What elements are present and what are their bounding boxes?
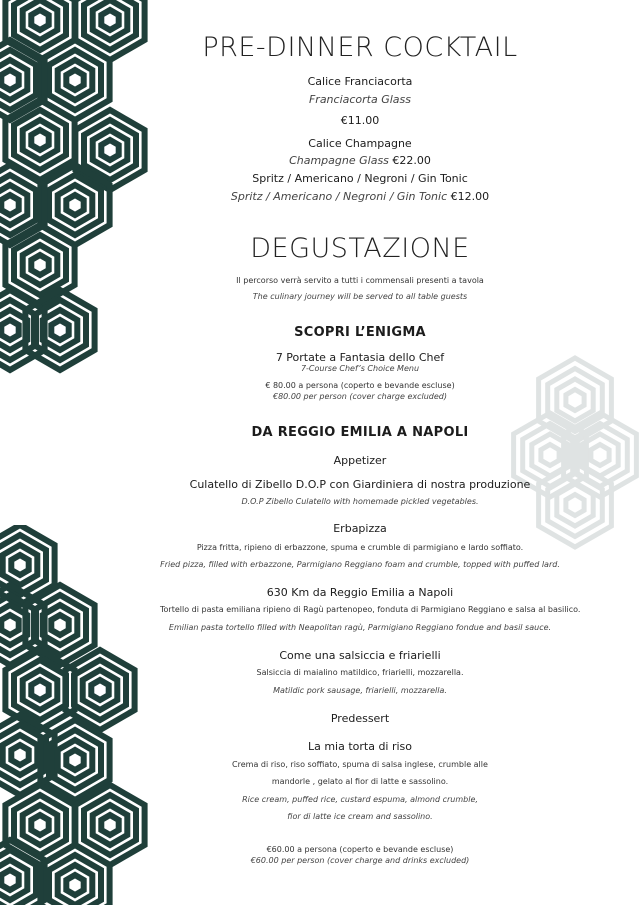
hexagon-pattern-top-left xyxy=(0,0,160,380)
predessert-label: Predessert xyxy=(330,712,390,725)
franciacorta-en: Franciacorta Glass xyxy=(308,93,412,106)
enigma-price-it: € 80.00 a persona (coperto e bevande escluse) xyxy=(265,381,455,390)
franciacorta-price: €11.00 xyxy=(340,114,380,127)
cocktail-title: PRE-DINNER COCKTAIL xyxy=(202,32,518,63)
enigma-price-en: €80.00 per person (cover charge excluded) xyxy=(273,392,447,401)
hexagon-motif xyxy=(40,845,109,905)
spritz-en: Spritz / Americano / Negroni / Gin Tonic xyxy=(230,190,448,203)
enigma-name-en: 7-Course Chef’s Choice Menu xyxy=(300,364,420,373)
dessert-name: La mia torta di riso xyxy=(307,740,413,753)
dish-name: Culatello di Zibello D.O.P con Giardiniera di nostra produzione xyxy=(189,478,531,491)
hexagon-motif xyxy=(25,290,94,370)
spritz-price: €12.00 xyxy=(450,190,490,203)
dish-name: 630 Km da Reggio Emilia a Napoli xyxy=(266,586,454,599)
dish-desc-en: D.O.P Zibello Culatello with homemade pickled vegetables. xyxy=(241,497,479,506)
dessert-desc-it-2: mandorle , gelato al fior di latte e sassolino. xyxy=(271,777,449,786)
dish-name: Come una salsiccia e friarielli xyxy=(279,649,441,662)
dish-desc-it: Salsiccia di maialino matildico, friarielli, mozzarella. xyxy=(256,668,464,677)
champagne-name: Calice Champagne xyxy=(308,137,412,150)
hexagon-motif xyxy=(75,0,144,60)
spritz-line xyxy=(160,190,560,203)
dessert-desc-it-1: Crema di riso, riso soffiato, spuma di salsa inglese, crumble alle xyxy=(232,760,488,769)
dish-desc-it: Tortello di pasta emiliana ripieno di Ragù partenopeo, fonduta di Parmigiano Reggiano e salsa al basilico. xyxy=(160,605,581,614)
champagne-line xyxy=(160,154,560,167)
enigma-name: 7 Portate a Fantasia dello Chef xyxy=(275,351,445,364)
champagne-price: €22.00 xyxy=(392,154,431,167)
reggio-title: DA REGGIO EMILIA A NAPOLI xyxy=(251,425,469,440)
degustazione-title: DEGUSTAZIONE xyxy=(250,233,470,264)
hexagon-pattern-bottom-left xyxy=(0,525,160,905)
menu-page xyxy=(160,0,581,905)
dish-name: Erbapizza xyxy=(333,522,387,535)
reggio-price-en: €60.00 per person (cover charge and drinks excluded) xyxy=(250,856,470,865)
degustazione-intro-it: Il percorso verrà servito a tutti i commensali presenti a tavola xyxy=(236,276,484,285)
dessert-desc-en-2: fior di latte ice cream and sassolino. xyxy=(287,812,433,821)
champagne-en: Champagne Glass xyxy=(289,154,389,167)
spritz-name: Spritz / Americano / Negroni / Gin Tonic xyxy=(252,172,468,185)
dish-desc-it: Pizza fritta, ripieno di erbazzone, spuma e crumble di parmigiano e lardo soffiato. xyxy=(196,543,524,552)
dish-desc-en: Matildic pork sausage, friarielli, mozzarella. xyxy=(273,686,447,695)
dessert-desc-en-1: Rice cream, puffed rice, custard espuma, almond crumble, xyxy=(242,795,478,804)
dish-desc-en: Fried pizza, filled with erbazzone, Parmigiano Reggiano foam and crumble, topped with puffed lard. xyxy=(160,560,560,569)
appetizer-label: Appetizer xyxy=(333,454,387,467)
dish-desc-en: Emilian pasta tortello filled with Neapolitan ragù, Parmigiano Reggiano fondue and basil sauce. xyxy=(168,623,552,632)
reggio-price-it: €60.00 a persona (coperto e bevande escluse) xyxy=(266,845,454,854)
franciacorta-name: Calice Franciacorta xyxy=(307,75,413,88)
degustazione-intro-en: The culinary journey will be served to all table guests xyxy=(252,292,468,301)
enigma-title: SCOPRI L’ENIGMA xyxy=(294,325,426,340)
